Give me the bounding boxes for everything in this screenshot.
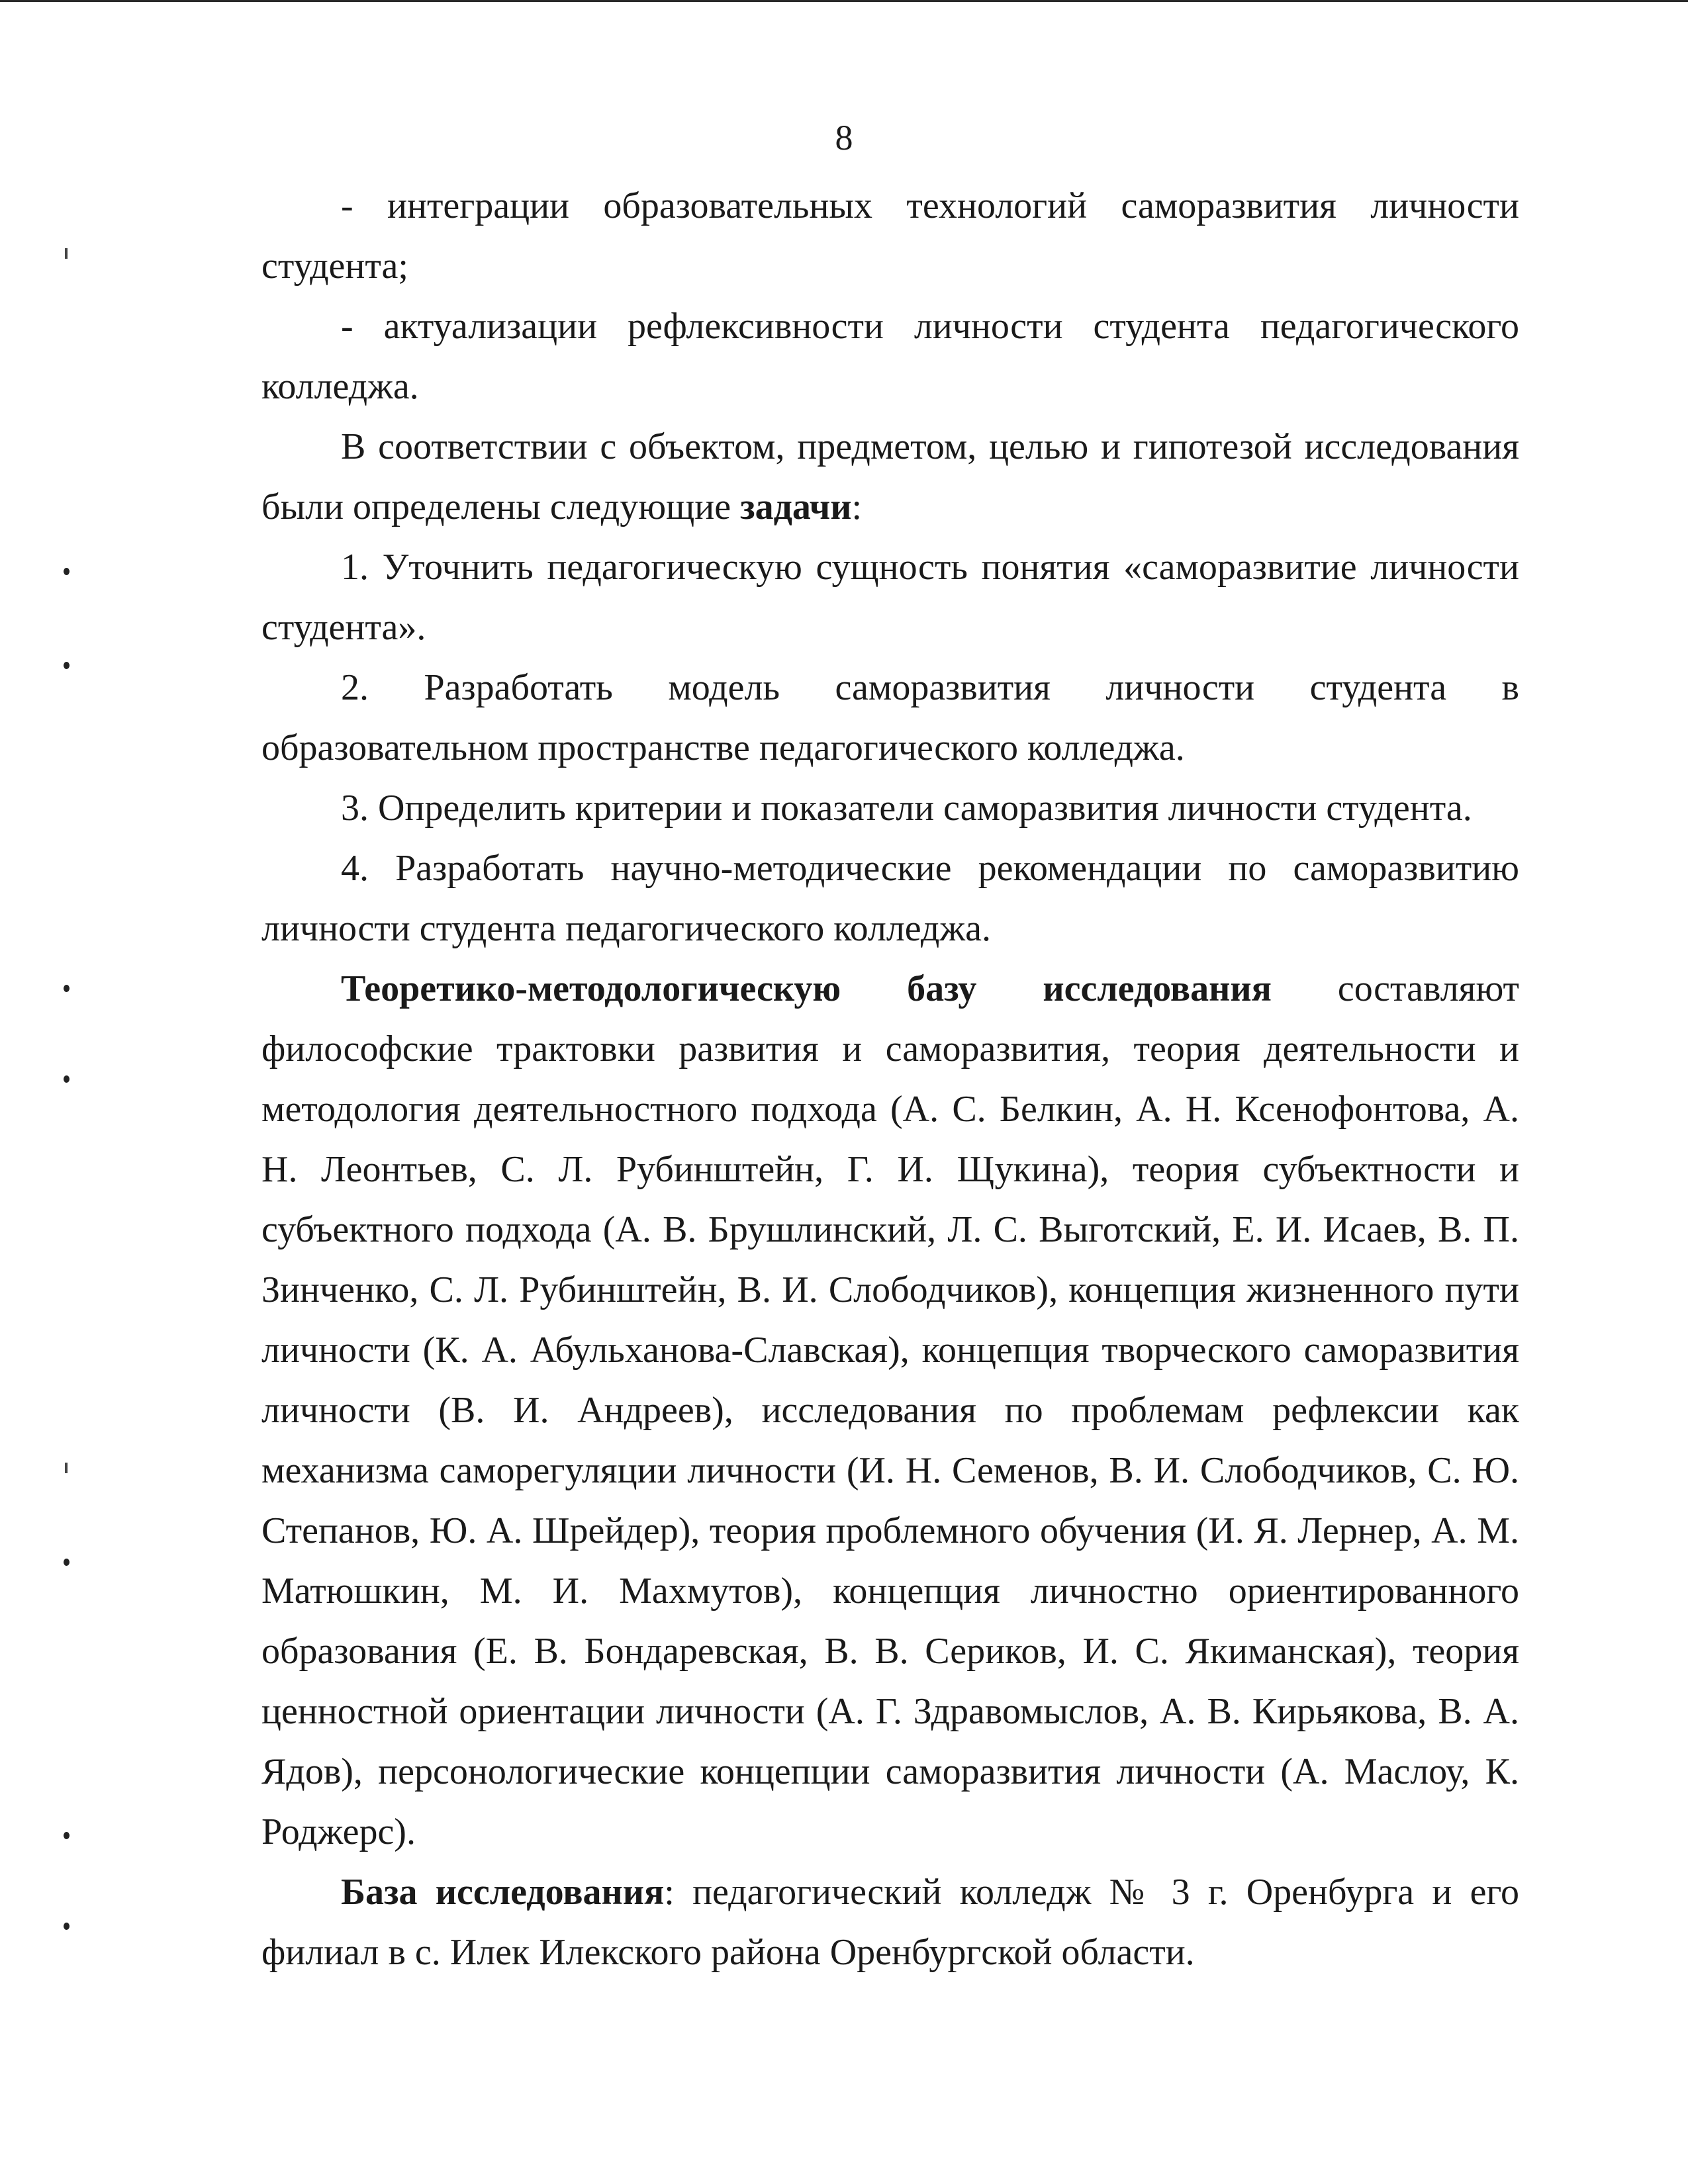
page-number: 8 (835, 118, 853, 158)
scan-mark (64, 1923, 70, 1930)
scan-mark (65, 1463, 68, 1473)
scan-mark (64, 1832, 70, 1839)
research-base-heading: База исследования (341, 1872, 665, 1913)
scan-mark (64, 1075, 70, 1083)
task-item-1: 1. Уточнить педагогическую сущность понятия «саморазвитие личности студента». (261, 547, 1519, 648)
methodology-text: составляют философские трактовки развития и саморазвития, теория деятельности и методология деятельностного подхода (А. С. Белкин, А. Н. Ксенофонтова, А. Н. Леонтьев, С. Л. Рубинштейн, Г. И. Щукина), теория субъектности и субъектного подхода (А. В. Брушлинский, Л. С. Выготский, Е. И. Исаев, В. П. Зинченко, С. Л. Рубинштейн, В. И. Слободчиков), концепция жизненного пути личности (К. А. Абульханова-Славская), концепция творческого саморазвития личности (В. И. Андреев), исследования по проблемам рефлексии как механизма саморегуляции личности (И. Н. Семенов, В. И. Слободчиков, С. Ю. Степанов, Ю. А. Шрейдер), теория проблемного обучения (И. Я. Лернер, А. М. Матюшкин, М. И. Махмутов), концепция личностно ориентированного образования (Е. В. Бондаревская, В. В. Сериков, И. С. Якиманская), теория ценностной ориентации личности (А. Г. Здравомыслов, А. В. Кирьякова, В. А. Ядов), персонологические концепции саморазвития личности (А. Маслоу, К. Роджерс). (261, 968, 1520, 1852)
methodology-heading: Теоретико-методологическую базу исследования (341, 968, 1272, 1009)
task-item-3: 3. Определить критерии и показатели саморазвития личности студента. (341, 788, 1472, 829)
tasks-colon: : (851, 486, 863, 527)
paragraph-methodology (261, 959, 1519, 1862)
scan-mark (64, 1559, 70, 1566)
task-item-4: 4. Разработать научно-методические рекомендации по саморазвитию личности студента педагогического колледжа. (261, 848, 1519, 949)
scan-mark (64, 568, 70, 575)
tasks-intro-text: В соответствии с объектом, предметом, целью и гипотезой исследования были определены следующие (261, 426, 1519, 527)
tasks-heading: задачи (740, 486, 852, 527)
scan-mark (64, 662, 70, 669)
scan-top-border (0, 0, 1688, 6)
paragraph-integration: - интеграции образовательных технологий саморазвития личности студента; (261, 185, 1519, 287)
paragraph-tasks-intro (261, 417, 1519, 537)
task-item-2: 2. Разработать модель саморазвития личности студента в образовательном пространстве педагогического колледжа. (261, 667, 1519, 768)
scan-mark (65, 248, 68, 259)
paragraph-reflexivity: - актуализации рефлексивности личности студента педагогического колледжа. (261, 306, 1519, 407)
paragraph-research-base (261, 1862, 1519, 1983)
research-base-text: : педагогический колледж № 3 г. Оренбурга и его филиал в с. Илек Илекского района Оренбургской области. (261, 1872, 1519, 1973)
scan-mark (64, 985, 70, 992)
body-text (261, 176, 1519, 1983)
